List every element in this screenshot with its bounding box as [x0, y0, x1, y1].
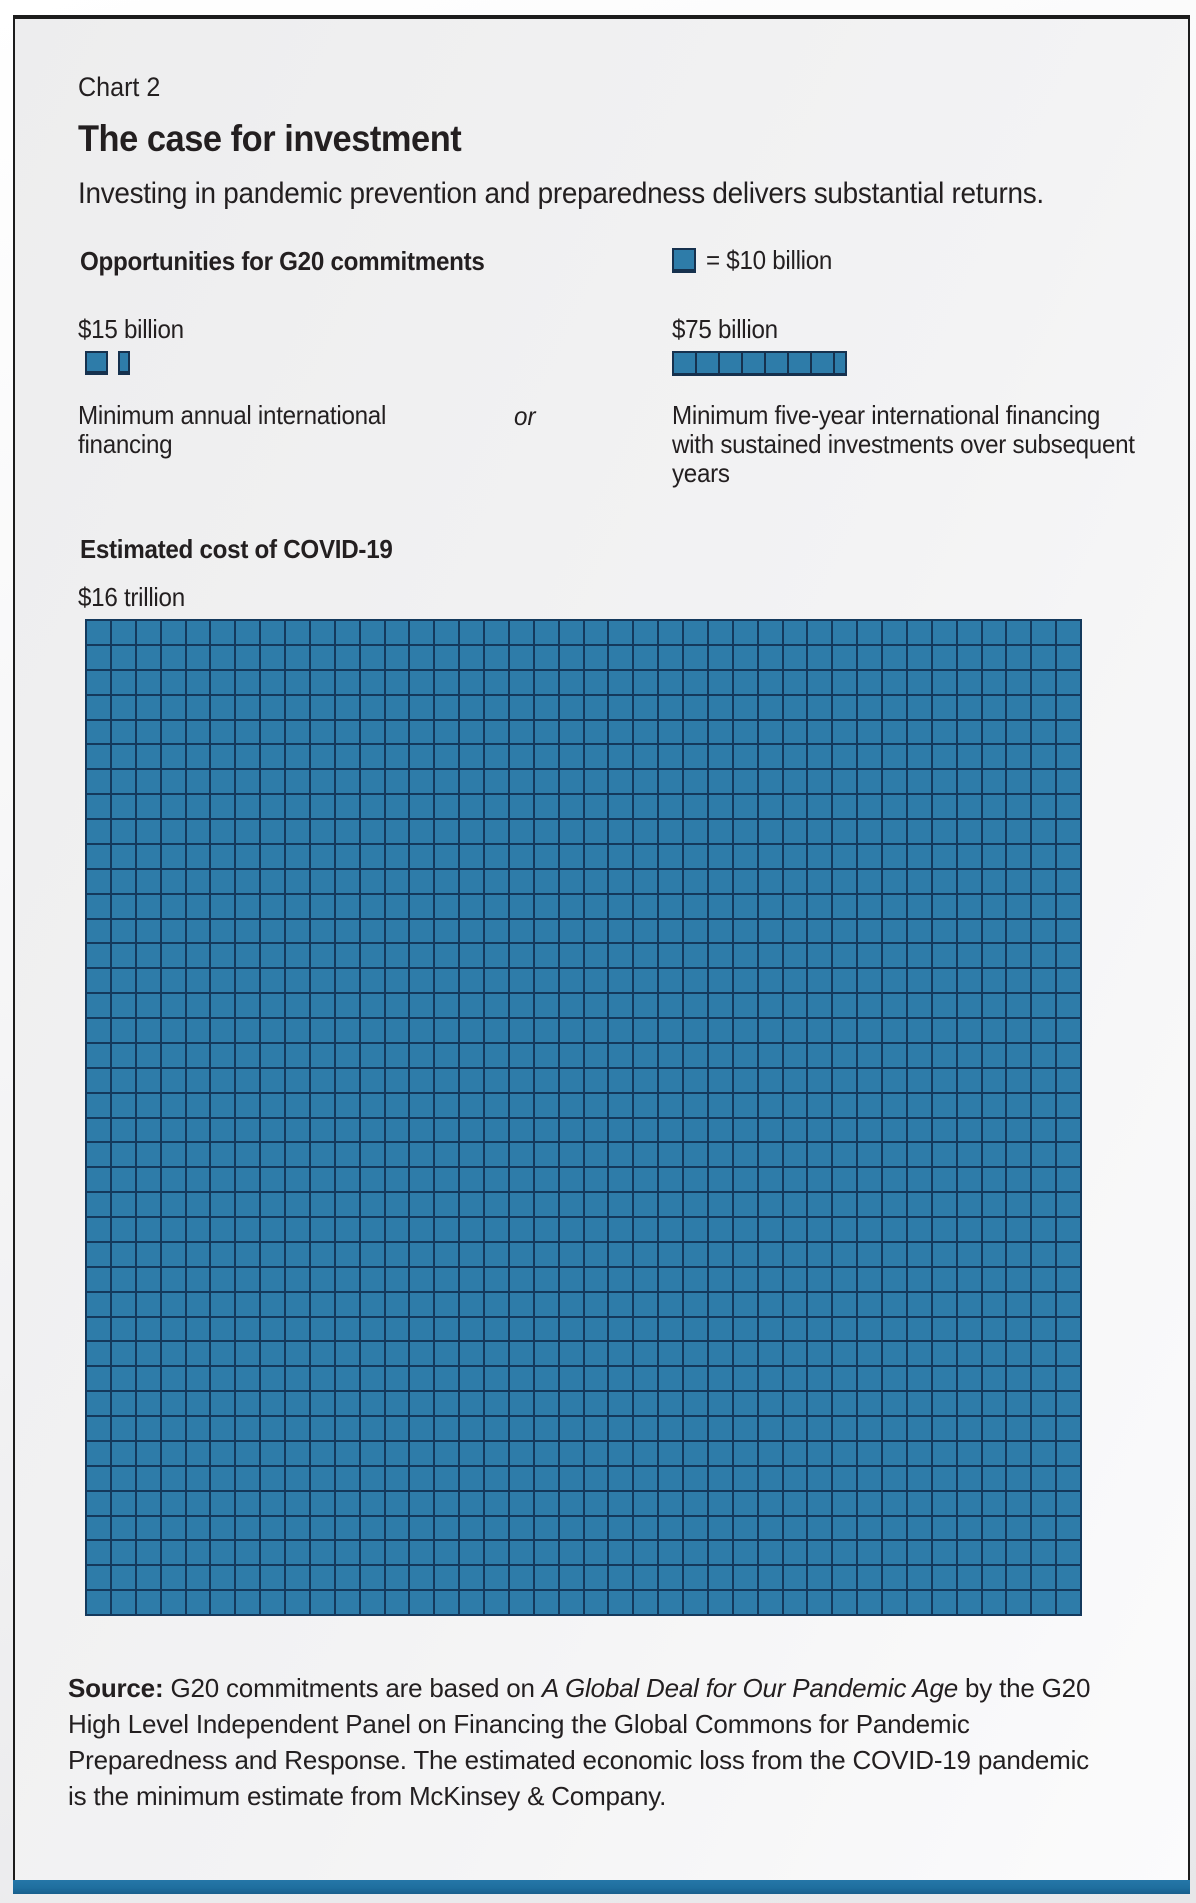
covid-cost-grid	[85, 619, 1082, 1616]
half-unit-square	[835, 353, 845, 373]
legend-unit-square-icon	[672, 248, 696, 273]
covid-cost-heading: Estimated cost of COVID-19	[80, 534, 393, 564]
chart-title: The case for investment	[78, 118, 462, 159]
chart-number-label: Chart 2	[78, 72, 161, 102]
unit-square	[720, 353, 743, 373]
option-annual-waffle-bar	[85, 351, 130, 375]
unit-square	[812, 353, 835, 373]
option-five-year-description: Minimum five-year international financing with sustained investments over subsequent years	[672, 400, 1135, 488]
unit-square	[743, 353, 766, 373]
unit-square	[789, 353, 812, 373]
half-unit-square	[118, 351, 130, 375]
source-text-run: G20 commitments are based on	[170, 1673, 542, 1703]
commitments-heading: Opportunities for G20 commitments	[80, 246, 485, 276]
source-text	[68, 1670, 1113, 1814]
unit-square	[674, 353, 697, 373]
option-annual-amount: $15 billion	[78, 314, 184, 344]
unit-square	[85, 351, 108, 375]
legend	[672, 245, 842, 276]
unit-square	[697, 353, 720, 373]
option-five-year-amount: $75 billion	[672, 314, 778, 344]
source-text-run: Source:	[68, 1673, 171, 1703]
bottom-accent-bar	[13, 1880, 1190, 1894]
chart-subtitle: Investing in pandemic prevention and preparedness delivers substantial returns.	[78, 177, 1044, 210]
covid-cost-amount: $16 trillion	[78, 582, 185, 612]
source-text-run: A Global Deal for Our Pandemic Age	[541, 1673, 958, 1703]
source-text-run: by the G20 High Level Independent Panel on Financing the Global Commons for Pandemic Preparedness and Response. The estimated economic loss from the COVID-19 pandemic is the minimum estimate from McKinsey & Company.	[68, 1673, 1091, 1811]
option-annual-description: Minimum annual international financing	[78, 400, 387, 459]
legend-label: = $10 billion	[706, 245, 833, 275]
option-five-year-waffle-bar	[672, 351, 847, 376]
unit-square	[766, 353, 789, 373]
or-label: or	[514, 401, 536, 431]
chart-frame	[13, 15, 1190, 1894]
